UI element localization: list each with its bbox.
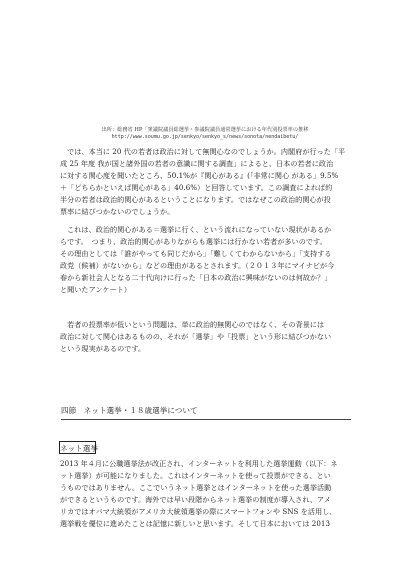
text-line: 半分の若者は政治的関心があるということになります。ではなぜこの政治的関心が投 bbox=[60, 195, 331, 205]
text-line: リカではオバマ大統領がアメリカ大統領選挙の際にスマートフォンや SNS を活用し、 bbox=[60, 507, 337, 517]
paragraph-1 bbox=[60, 146, 355, 219]
text-line: 若者の投票率が低いという問題は、単に政治的無関心のではなく、その背景には bbox=[60, 320, 325, 329]
text-line: 政治に対して関心はあるものの、それが「選挙」や「投票」という形に結びつかない bbox=[60, 332, 332, 342]
source-url: http://www.soumu.go.jp/senkyo/senkyo_s/news/sonota/nendaibetu/ bbox=[111, 134, 299, 140]
text-line: では、本当に 20 代の若者は政治に対して無関心なのでしょうか。内閣府が行った「平 bbox=[60, 147, 346, 156]
text-line: これは、政治的関心がある＝選挙に行く、という流れになっていない現状があるか bbox=[60, 225, 332, 234]
text-line: に対する関心度を聞いたところ、50.1%が『関心がある』(「非常に関心 がある」9.5% bbox=[60, 171, 339, 181]
text-line: 政党（候補）がないから」などの理由があるとされます。（２０１３年にマイナビが今 bbox=[60, 261, 335, 271]
text-line: 選挙戦を優位に進めたことは記憶に新しいと思います。そして日本においては 2013 bbox=[60, 519, 331, 529]
text-line: 春から新社会人となる二十代向けに行った「日本の政治に興味がないのは何故か？」 bbox=[60, 273, 332, 283]
text-line: ット選挙）が可能になりました。これはインターネットを使って投票ができる、とい bbox=[60, 471, 331, 481]
paragraph-2 bbox=[60, 224, 355, 297]
text-line: その理由としては「誰がやっても同じだから」「難しくてわからないから」「支持する bbox=[60, 249, 332, 259]
section-divider bbox=[61, 419, 351, 420]
text-line: 2013 年４月に公職選挙法が改正され、インターネットを利用した選挙運動（以下：ネ bbox=[60, 459, 338, 468]
text-line: ができるというものです。海外では早い段階からネット選挙の制度が導入され、アメ bbox=[60, 495, 331, 505]
text-line: という現実があるのです。 bbox=[60, 344, 146, 354]
text-line: と聞いたアンケート） bbox=[60, 285, 132, 295]
text-line: 票率に結びつかないのでしょうか。 bbox=[60, 207, 175, 217]
paragraph-4 bbox=[60, 458, 355, 531]
text-line: ＋「どちらかといえば関心がある」40.6%）と回答しています。この調査によれば約 bbox=[60, 183, 333, 193]
text-line: らです。 つまり、政治的関心がありながらも選挙には行かない若者が多いのです。 bbox=[60, 237, 327, 247]
paragraph-3 bbox=[60, 319, 355, 355]
source-caption: 出所：総務省 HP「衆議院議員総選挙・参議院議員通常選挙における年代別投票率の推移 bbox=[101, 127, 309, 133]
subsection-box-label: ネット選挙 bbox=[59, 441, 96, 454]
text-line: 成 25 年度 我が国と諸外国の若者の意識に関する調査」によると、日本の若者に政治 bbox=[60, 159, 334, 169]
text-line: うものではありません。ここでいうネット選挙とはインターネットを使った選挙活動 bbox=[60, 483, 332, 493]
section-heading: 四節 ネット選挙・１８歳選挙について bbox=[61, 406, 198, 415]
